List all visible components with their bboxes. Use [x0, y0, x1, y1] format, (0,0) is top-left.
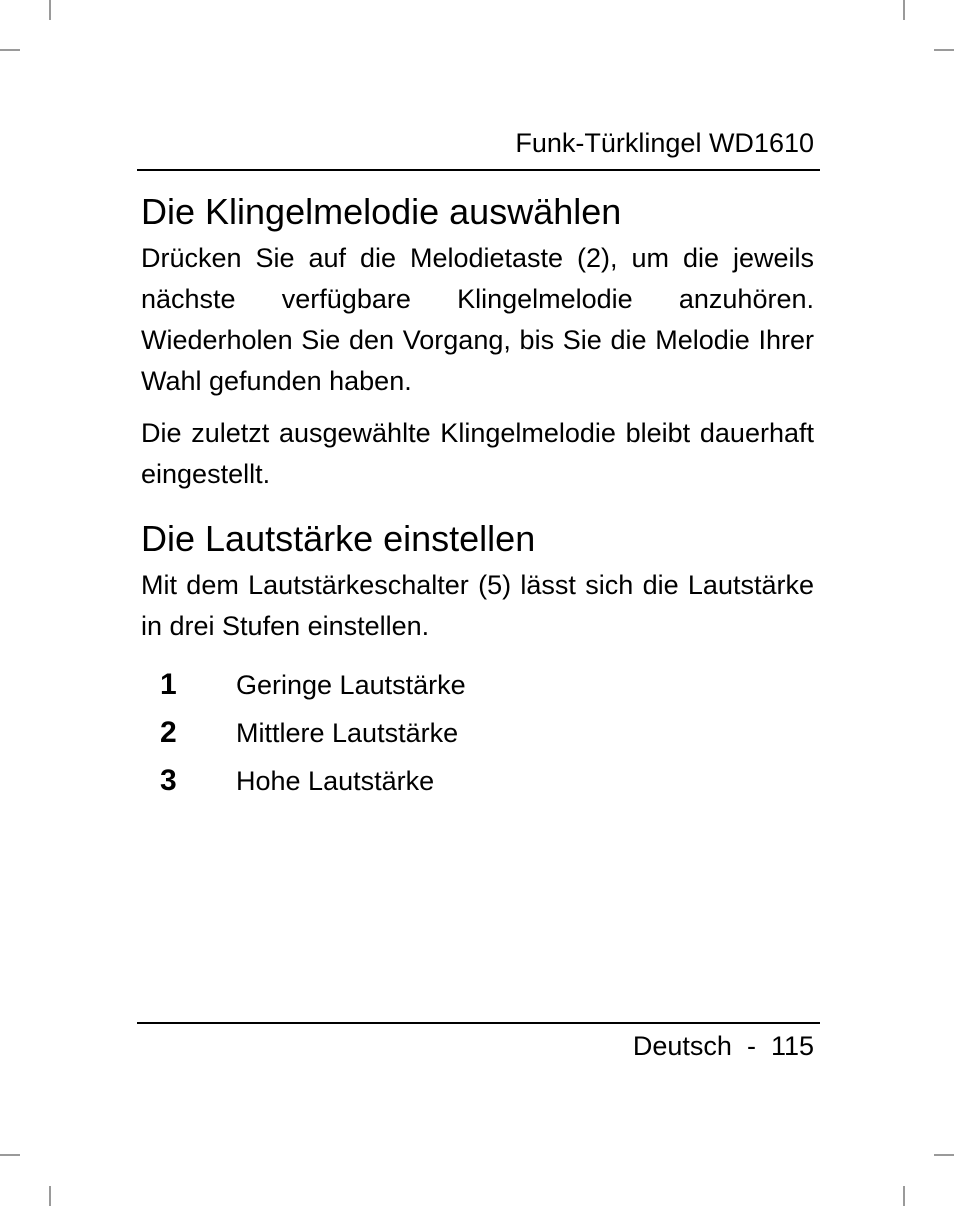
level-number: 1: [160, 668, 177, 701]
volume-paragraph-1: Mit dem Lautstärkeschalter (5) lässt sich die Lautstärke in drei Stufen einstellen.: [141, 570, 814, 641]
level-label: Mittlere Lautstärke: [236, 718, 459, 748]
melody-paragraph-2: Die zuletzt ausgewählte Klingelmelodie bleibt dauerhaft eingestellt.: [141, 418, 814, 489]
list-item: [141, 661, 814, 709]
page-footer: [633, 1030, 814, 1062]
level-label: Hohe Lautstärke: [236, 766, 435, 796]
footer-separator: -: [746, 1031, 756, 1061]
crop-mark-top-left: [49, 0, 51, 20]
crop-mark-bottom-left: [49, 1186, 51, 1206]
footer-rule: [137, 1022, 820, 1024]
page-content: [141, 190, 814, 805]
crop-mark-left-bottom: [0, 1154, 20, 1156]
melody-paragraph-1: Drücken Sie auf die Melodietaste (2), um die jeweils nächste verfügbare Klingelmelodie anzuhören. Wiederholen Sie den Vorgang, bis Sie die Melodie Ihrer Wahl gefunden haben.: [141, 243, 814, 396]
crop-mark-left-top: [0, 49, 20, 51]
header-rule: [137, 169, 820, 171]
crop-mark-right-bottom: [934, 1154, 954, 1156]
heading-select-melody: Die Klingelmelodie auswählen: [141, 191, 622, 232]
list-item: [141, 757, 814, 805]
crop-mark-right-top: [934, 49, 954, 51]
list-item: [141, 709, 814, 757]
heading-set-volume: Die Lautstärke einstellen: [141, 518, 536, 559]
volume-levels-list: [141, 661, 814, 805]
footer-page-number: 115: [770, 1031, 814, 1061]
level-label: Geringe Lautstärke: [236, 670, 466, 700]
footer-language: Deutsch: [632, 1031, 732, 1061]
level-number: 3: [160, 764, 177, 797]
crop-mark-bottom-right: [903, 1186, 905, 1206]
level-number: 2: [160, 716, 177, 749]
running-header-title: Funk-Türklingel WD1610: [515, 128, 814, 158]
crop-mark-top-right: [903, 0, 905, 20]
